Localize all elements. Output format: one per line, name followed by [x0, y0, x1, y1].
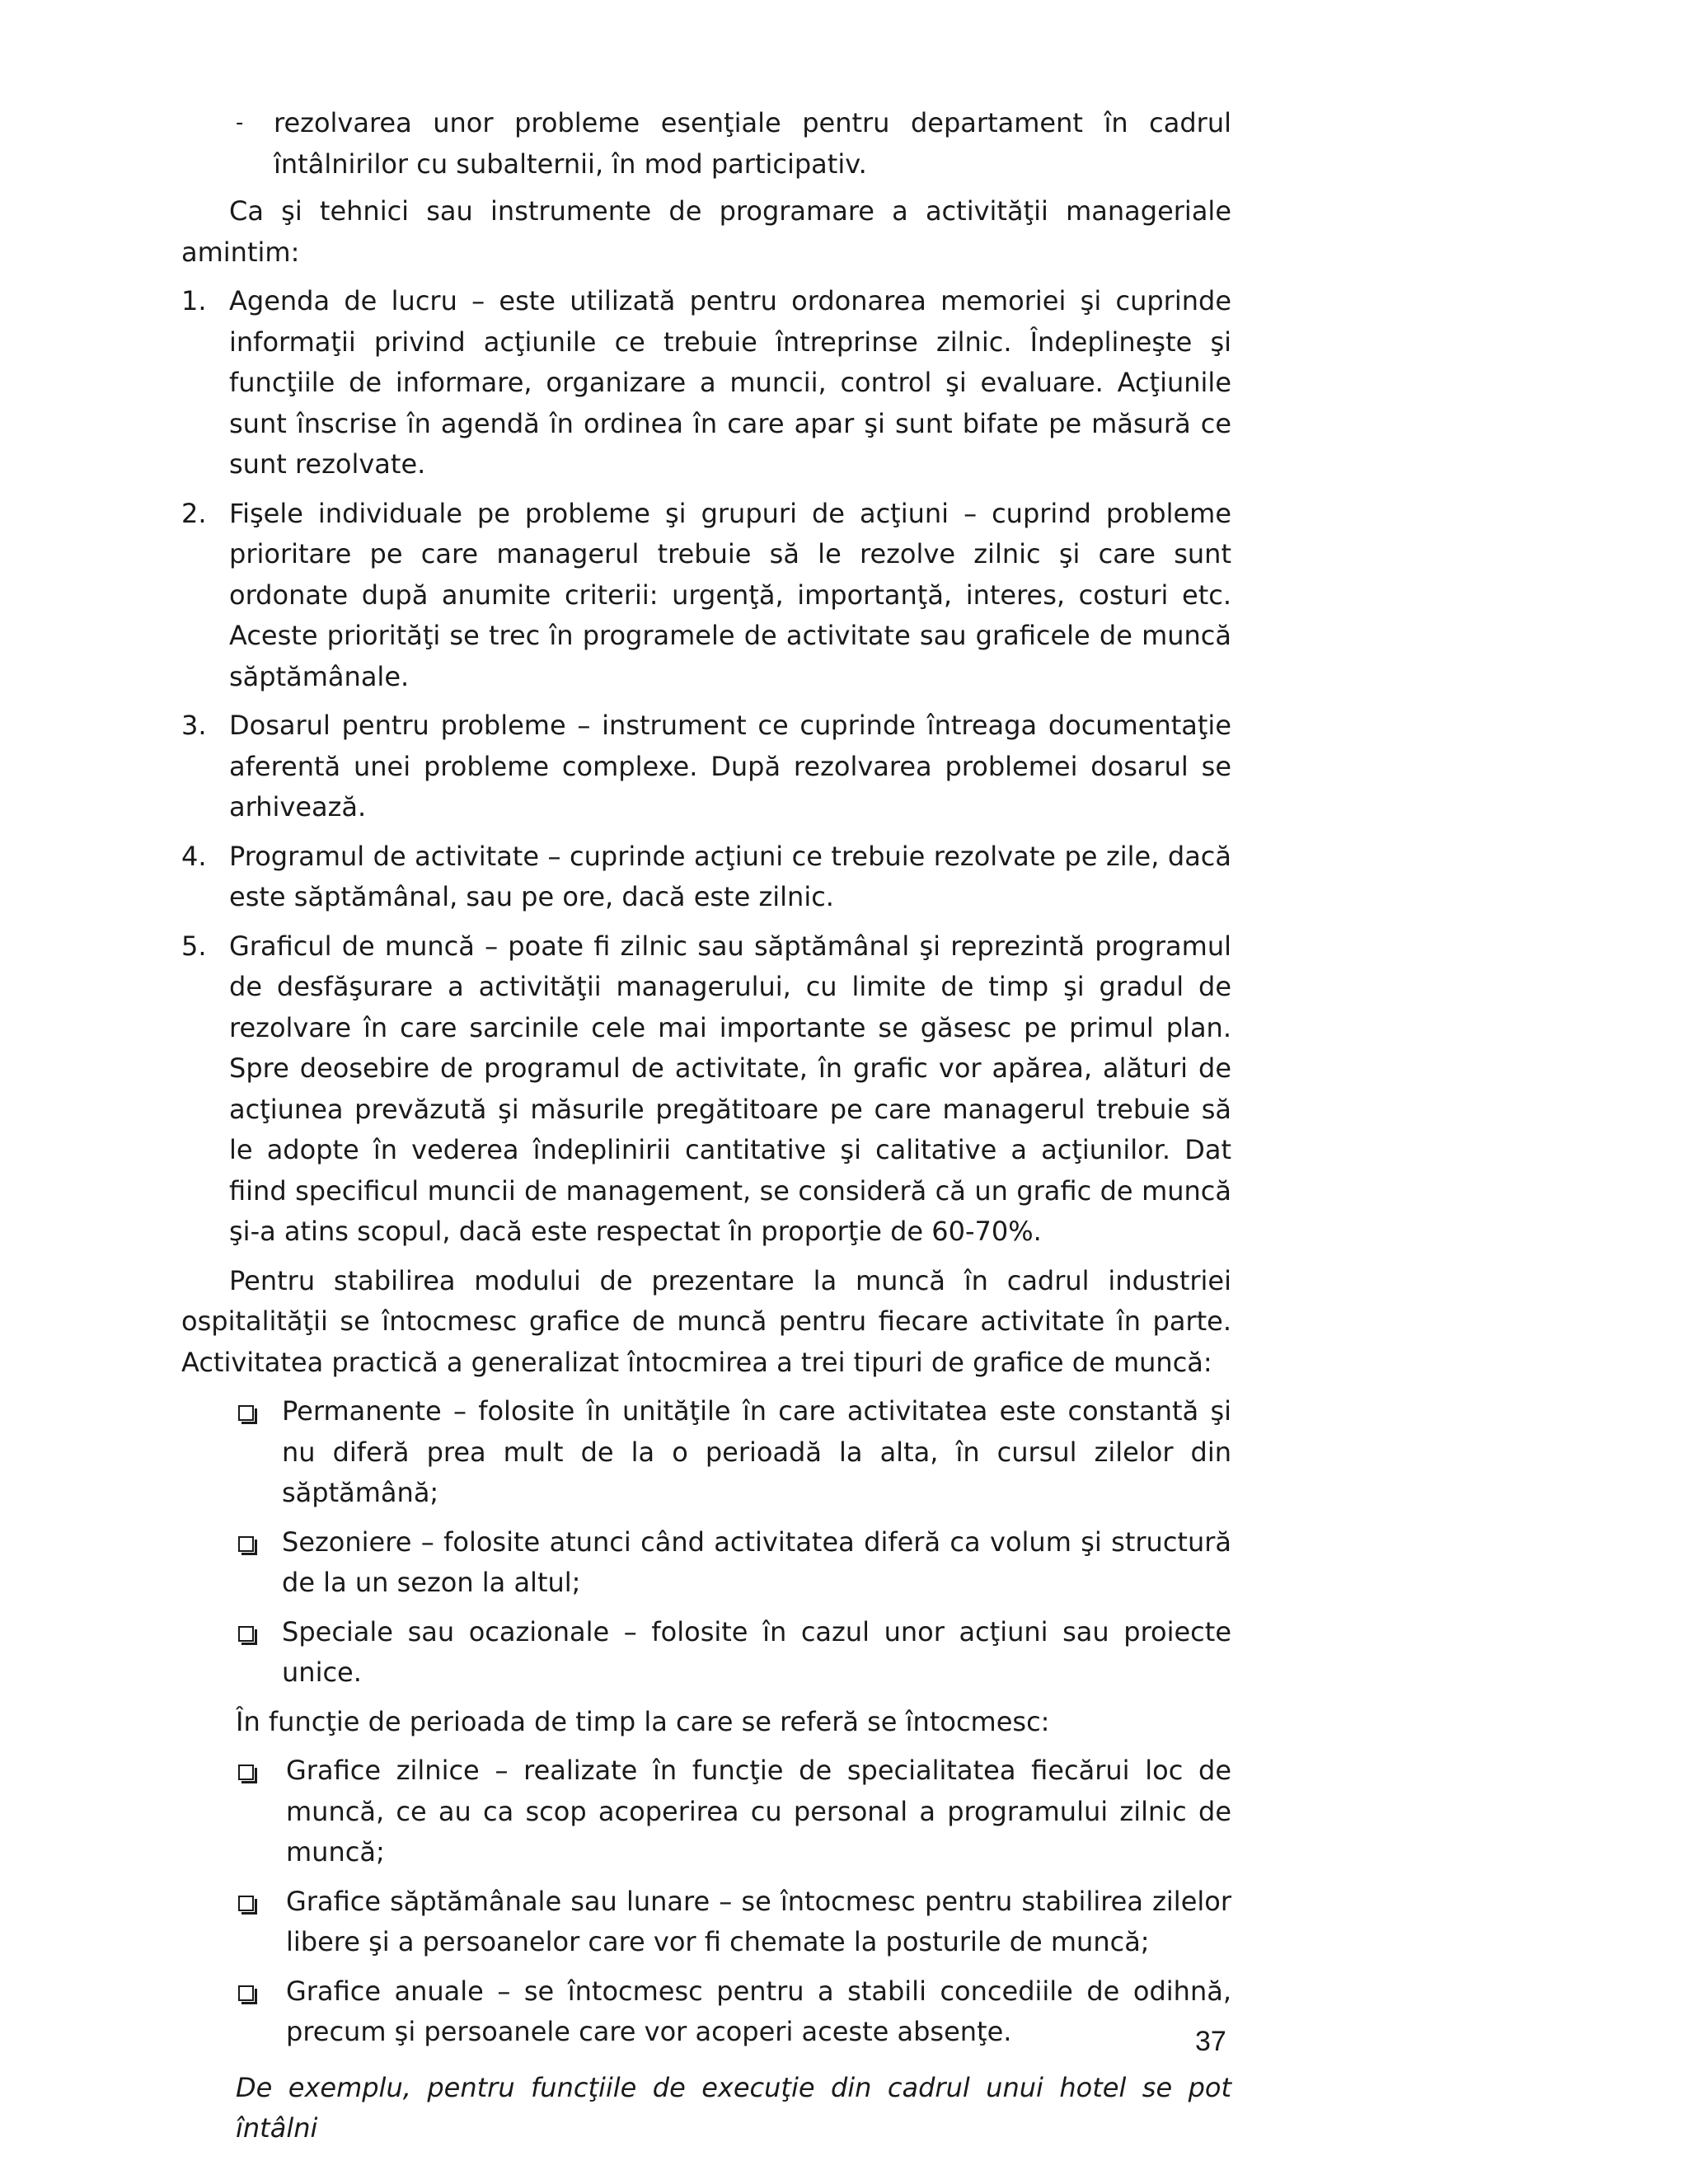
item-text: Graficul de muncă – poate fi zilnic sau săptămânal şi reprezintă programul de desfăşurare a activităţii managerului, cu limite de timp şi gradul de rezolvare în care sarcinile cele mai importante se găsesc pe primul plan. Spre deosebire de programul de activitate, în grafic vor apărea, alături de acţiunea prevăzută şi măsurile pregătitoare pe care managerul trebuie să le adopte în vederea îndeplinirii cantitative şi calitative a acţiunilor. Dat fiind specificul muncii de management, se consideră că un grafic de muncă şi-a atins scopul, dacă este respectat în proporţie de 60-70%. — [229, 930, 1231, 1247]
checkbox-bullet-icon — [238, 1536, 254, 1552]
item-text: Fişele individuale pe probleme şi grupuri de acţiuni – cuprind probleme prioritare pe care managerul trebuie să le rezolve zilnic şi care sunt ordonate după anumite criterii: urgenţă, importanţă, interes, costuri etc. Aceste priorităţi se trec în programele de activitate sau graficele de muncă săptămânale. — [229, 497, 1231, 692]
checkbox-bullet-icon — [238, 1896, 254, 1911]
checkbox-bullet-icon — [238, 1985, 254, 2001]
period-type-weekly — [181, 1882, 1231, 1963]
checkbox-bullet-icon — [238, 1626, 254, 1642]
numbered-item-2 — [181, 494, 1231, 698]
dash-item-text: rezolvarea unor probleme esenţiale pentru departament în cadrul întâlnirilor cu subalternii, în mod participativ. — [274, 107, 1231, 180]
numbered-item-5 — [181, 926, 1231, 1253]
numbered-item-3 — [181, 705, 1231, 828]
period-lead: În funcţie de perioada de timp la care se referă se întocmesc: — [236, 1705, 1050, 1737]
numbered-list — [181, 281, 1231, 1253]
checkbox-bullet-icon — [238, 1765, 254, 1780]
item-number: 5. — [181, 930, 207, 962]
item-number: 1. — [181, 285, 207, 316]
item-text: Dosarul pentru probleme – instrument ce cuprinde întreaga documentaţie aferentă unei probleme complexe. După rezolvarea problemei dosarul se arhivează. — [229, 710, 1231, 823]
period-types-list — [181, 1750, 1231, 2053]
period-type-annual — [181, 1971, 1231, 2053]
bullet-text: Grafice săptămânale sau lunare – se întocmesc pentru stabilirea zilelor libere şi a persoanelor care vor fi chemate la posturile de muncă; — [286, 1885, 1231, 1957]
item-number: 3. — [181, 710, 207, 741]
period-type-daily — [181, 1750, 1231, 1873]
item-number: 2. — [181, 497, 207, 529]
hospitality-paragraph: Pentru stabilirea modului de prezentare la muncă în cadrul industriei ospitalităţii se întocmesc grafice de muncă pentru fiecare activitate în parte. Activitatea practică a generalizat întocmirea a trei tipuri de grafice de muncă: — [181, 1264, 1231, 1378]
bullet-text: Permanente – folosite în unităţile în care activitatea este constantă şi nu diferă prea mult de la o perioadă la alta, în cursul zilelor din săptămână; — [282, 1395, 1231, 1508]
item-number: 4. — [181, 840, 207, 872]
numbered-item-1 — [181, 281, 1231, 485]
schedule-type-permanent — [181, 1391, 1231, 1514]
numbered-item-4 — [181, 837, 1231, 918]
bullet-text: Sezoniere – folosite atunci când activitatea diferă ca volum şi structură de la un sezon la altul; — [282, 1526, 1231, 1598]
bullet-text: Grafice anuale – se întocmesc pentru a stabili concediile de odihnă, precum şi persoanele care vor acoperi aceste absenţe. — [286, 1975, 1231, 2047]
checkbox-bullet-icon — [238, 1405, 254, 1421]
schedule-types-list — [181, 1391, 1231, 1694]
bullet-text: Speciale sau ocazionale – folosite în cazul unor acţiuni sau proiecte unice. — [282, 1615, 1231, 1688]
intro-paragraph: Ca şi tehnici sau instrumente de programare a activităţii manageriale amintim: — [181, 195, 1231, 268]
item-text: Agenda de lucru – este utilizată pentru ordonarea memoriei şi cuprinde informaţii privind acţiunile ce trebuie întreprinse zilnic. Îndeplineşte şi funcţiile de informare, organizare a muncii, control şi evaluare. Acţiunile sunt înscrise în agendă în ordinea în care apar şi sunt bifate pe măsură ce sunt rezolvate. — [229, 285, 1231, 480]
page-number: 37 — [1195, 2026, 1226, 2057]
dash-marker: - — [236, 110, 244, 135]
item-text: Programul de activitate – cuprinde acţiuni ce trebuie rezolvate pe zile, dacă este săptămânal, sau pe ore, dacă este zilnic. — [229, 840, 1231, 912]
schedule-type-seasonal — [181, 1522, 1231, 1604]
bullet-text: Grafice zilnice – realizate în funcţie de specialitatea fiecărui loc de muncă, ce au ca scop acoperirea cu personal a programului zilnic de muncă; — [286, 1755, 1231, 1868]
page-content — [181, 103, 1231, 2149]
dash-list-item — [181, 103, 1231, 185]
closing-italic-line: De exemplu, pentru funcţiile de execuţie din cadrul unui hotel se pot întâlni — [236, 2071, 1231, 2144]
schedule-type-special — [181, 1612, 1231, 1694]
